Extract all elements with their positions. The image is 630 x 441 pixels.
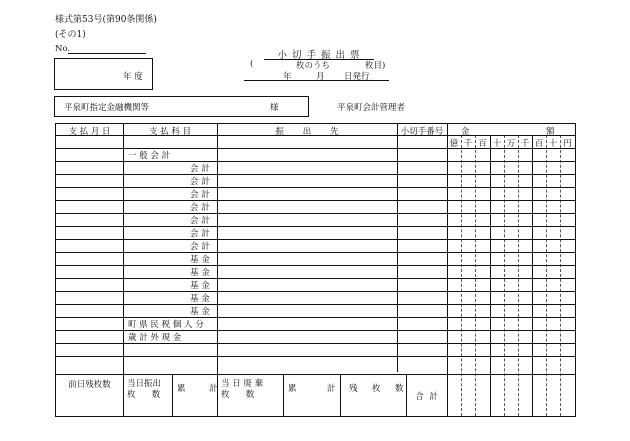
date-underline — [244, 80, 389, 81]
footer-today-issued-2: 枚 数 — [127, 390, 161, 400]
subject-label: 会 計 — [190, 203, 210, 213]
row-line — [56, 174, 575, 175]
header-amount-2: 額 — [546, 127, 555, 137]
header-subject: 支 払 科 目 — [148, 127, 192, 137]
footer-line — [56, 374, 575, 375]
subject-label: 基 金 — [190, 281, 210, 291]
subject-label: 会 計 — [190, 242, 210, 252]
footer-prev-count — [56, 374, 123, 418]
subject-label: 会 計 — [190, 164, 210, 174]
form-number: 様式第53号(第90条関係) — [55, 15, 157, 25]
row-line — [56, 265, 575, 266]
count-sheets-label: 枚のうち — [296, 61, 331, 71]
footer-remaining-3: 数 — [395, 384, 404, 394]
subject-label: 基 金 — [190, 268, 210, 278]
subject-label: 会 計 — [190, 229, 210, 239]
row-line — [56, 304, 575, 305]
col-divider — [123, 124, 124, 416]
digit-header: 千 — [520, 139, 530, 149]
row-line — [56, 161, 575, 162]
no-underline — [68, 53, 146, 54]
digit-header: 百 — [478, 139, 487, 149]
bank-name: 平泉町指定金融機関等 — [64, 103, 150, 113]
digit-header: 十 — [548, 139, 558, 149]
row-line — [56, 291, 575, 292]
footer-remaining-1: 残 — [349, 384, 358, 394]
col-divider — [447, 124, 448, 416]
count-paren-open: ( — [250, 59, 254, 69]
subject-label: 基 金 — [190, 294, 210, 304]
footer-today-void-2: 枚 数 — [221, 390, 255, 400]
col-divider — [283, 374, 284, 416]
header-payee: 振 出 先 — [275, 127, 339, 137]
row-line — [56, 187, 575, 188]
footer-total: 合 計 — [415, 392, 438, 402]
digit-header: 円 — [563, 139, 572, 149]
subject-label: 会 計 — [190, 177, 210, 187]
row-line — [56, 252, 575, 253]
bank-box — [54, 96, 309, 117]
form-part: (その1) — [55, 30, 86, 40]
digit-header: 十 — [492, 139, 502, 149]
check-issuance-table — [55, 123, 576, 417]
digit-header: 千 — [463, 139, 473, 149]
row-line — [56, 200, 575, 201]
footer-cumulative-1: 累 — [177, 384, 186, 394]
subject-label: 基 金 — [190, 307, 210, 317]
no-label: No. — [55, 44, 71, 54]
row-line — [56, 226, 575, 227]
footer-today-void-1: 当 日 廃 棄 — [221, 379, 264, 389]
subject-label: 会 計 — [190, 216, 210, 226]
count-sheets-end: 枚目) — [365, 61, 386, 71]
subject-label: 基 金 — [190, 255, 210, 265]
row-line — [56, 278, 575, 279]
col-divider — [217, 124, 218, 416]
subject-label: 歳 計 外 現 金 — [128, 333, 182, 343]
bank-honorific: 様 — [270, 103, 279, 113]
accountant-label: 平泉町会計管理者 — [337, 103, 406, 113]
header-check-no: 小切手番号 — [400, 127, 444, 137]
row-line — [56, 343, 575, 344]
footer-cumulative-1b: 計 — [209, 384, 218, 394]
col-divider — [172, 374, 173, 416]
digit-header: 百 — [534, 139, 544, 149]
footer-cumulative-2: 累 — [288, 384, 297, 394]
header-pay-date: 支 払 月 日 — [68, 127, 111, 137]
year-label: 年 度 — [123, 72, 143, 82]
date-year: 年 — [283, 72, 292, 82]
digit-header: 万 — [506, 139, 516, 149]
header-amount-1: 金 — [461, 127, 470, 137]
col-divider — [340, 374, 341, 416]
row-line — [56, 213, 575, 214]
page-title: 小 切 手 振 出 票 — [277, 50, 361, 61]
subject-label: 町 県 民 税 個 人 分 — [128, 320, 204, 330]
row-line — [56, 239, 575, 240]
digit-header: 億 — [449, 139, 459, 149]
subject-label: 会 計 — [190, 190, 210, 200]
footer-today-issued-1: 当日振出 — [127, 379, 162, 389]
date-issued: 日発行 — [344, 72, 370, 82]
subject-label: 一 般 会 計 — [128, 151, 171, 161]
footer-prev-count-label: 前日残枚数 — [68, 380, 111, 390]
row-line — [56, 356, 575, 357]
year-box — [54, 58, 153, 90]
footer-remaining-2: 枚 — [372, 384, 381, 394]
footer-cumulative-2b: 計 — [327, 384, 336, 394]
date-month: 月 — [316, 72, 325, 82]
